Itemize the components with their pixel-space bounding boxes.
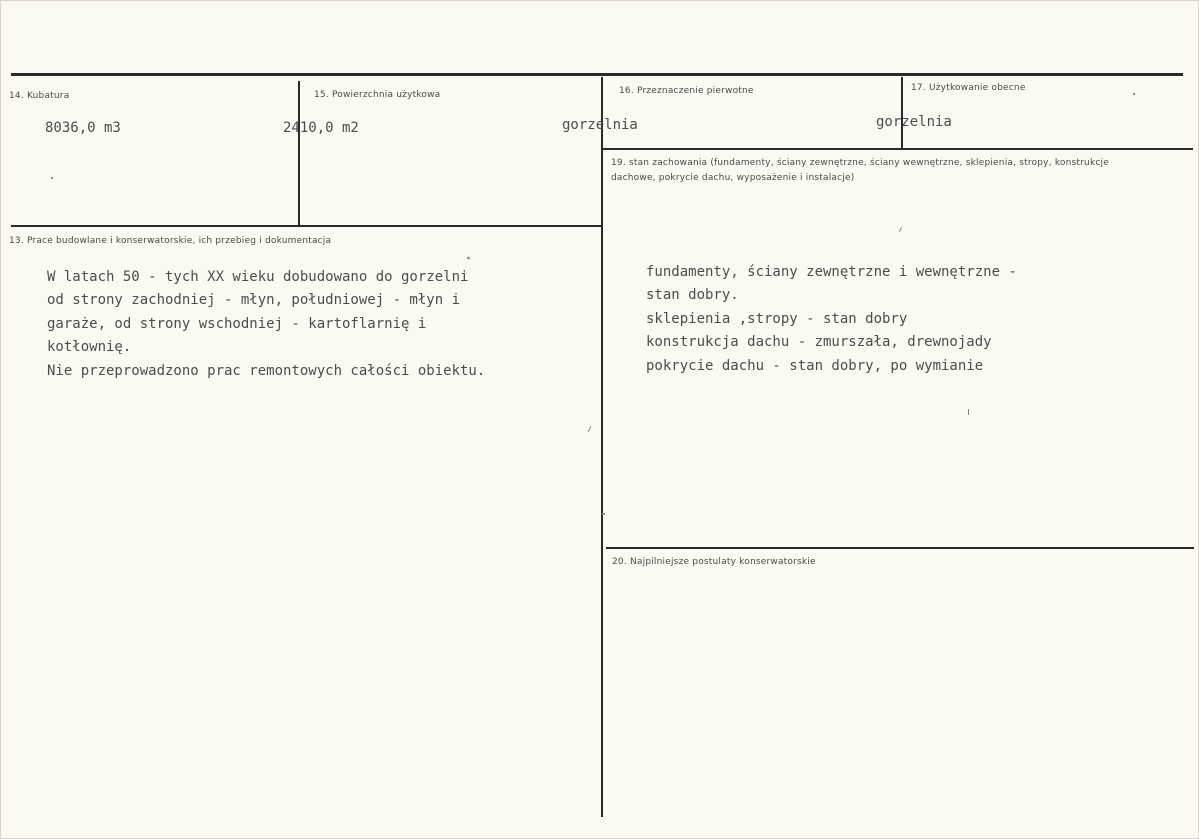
divider-15-16 [601, 77, 603, 817]
prace-line: garaże, od strony wschodniej - kartoflarnię i [47, 315, 427, 332]
ink-speck [467, 256, 471, 259]
prace-line: Nie przeprowadzono prac remontowych całości obiektu. [47, 362, 486, 379]
powierzchnia-label: 15. Powierzchnia użytkowa [314, 90, 441, 100]
postulaty-label: 20. Najpilniejsze postulaty konserwatorskie [612, 557, 816, 567]
ink-speck [968, 409, 969, 415]
rule-above-13 [11, 225, 601, 227]
powierzchnia-value: 2410,0 m2 [283, 120, 359, 136]
ink-speck [602, 513, 605, 515]
prace-text [47, 266, 485, 383]
rule-above-19 [603, 148, 1193, 150]
rule-above-20 [606, 547, 1194, 549]
divider-16-17 [901, 77, 903, 149]
uzytkowanie-label: 17. Użytkowanie obecne [911, 83, 1026, 93]
stan-text [646, 261, 1017, 378]
kubatura-value: 8036,0 m3 [45, 120, 121, 136]
prace-line: W latach 50 - tych XX wieku dobudowano do gorzelni [47, 269, 469, 285]
stan-label: 19. stan zachowania (fundamenty, ściany zewnętrzne, ściany wewnętrzne, sklepienia, stropy, konstrukcje dachowe, pokrycie dachu, wyposażenie i instalacje) [611, 158, 1109, 183]
prace-label: 13. Prace budowlane i konserwatorskie, ich przebieg i dokumentacja [9, 236, 332, 246]
divider-14-15 [298, 81, 300, 227]
uzytkowanie-value: gorzelnia [876, 114, 952, 130]
stan-line: fundamenty, ściany zewnętrzne i wewnętrzne - [646, 264, 1017, 280]
top-rule [11, 73, 1183, 76]
ink-speck [1133, 93, 1135, 95]
ink-speck [51, 177, 53, 179]
stan-line: pokrycie dachu - stan dobry, po wymianie [646, 357, 984, 374]
kubatura-label: 14. Kubatura [9, 91, 70, 101]
prace-line: od strony zachodniej - młyn, południowej - młyn i [47, 292, 461, 309]
stan-line: sklepienia ,stropy - stan dobry [646, 310, 908, 327]
stan-line: stan dobry. [646, 287, 739, 304]
ink-speck [588, 426, 592, 432]
przeznaczenie-label: 16. Przeznaczenie pierwotne [619, 86, 754, 96]
prace-line: kotłownię. [47, 339, 132, 356]
stan-line: konstrukcja dachu - zmurszała, drewnojady [646, 334, 992, 351]
ink-speck [899, 227, 902, 232]
przeznaczenie-value: gorzelnia [562, 117, 638, 133]
